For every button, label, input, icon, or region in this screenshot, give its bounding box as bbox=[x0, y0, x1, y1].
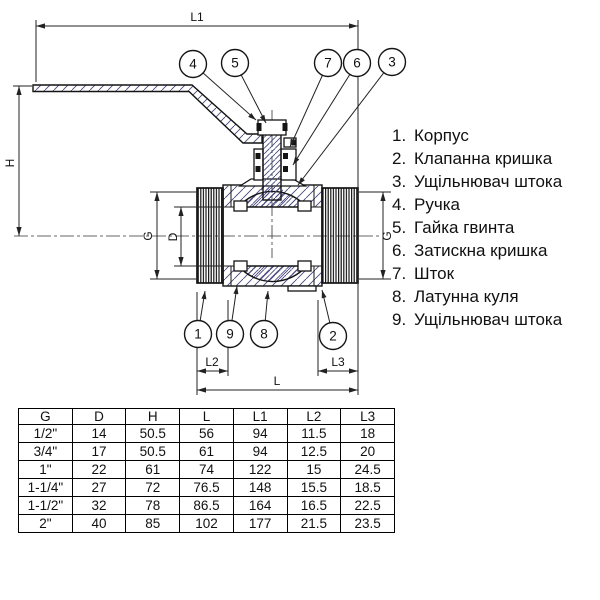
dim-label-l1: L1 bbox=[190, 10, 204, 24]
dim-h bbox=[3, 86, 32, 236]
callout-4 bbox=[180, 51, 207, 78]
legend-item bbox=[392, 193, 562, 216]
table-header-row bbox=[19, 409, 395, 425]
table-cell: 16.5 bbox=[287, 497, 341, 515]
legend-item-label: Корпус bbox=[414, 126, 469, 145]
table-cell: 72 bbox=[126, 479, 180, 497]
table-cell: 15.5 bbox=[287, 479, 341, 497]
table-header-cell: D bbox=[72, 409, 126, 425]
table-cell: 94 bbox=[233, 425, 287, 443]
legend-item-label: Гайка гвинта bbox=[414, 218, 515, 237]
table-cell: 1" bbox=[19, 461, 73, 479]
callout-3 bbox=[379, 49, 406, 76]
table-header-cell: L2 bbox=[287, 409, 341, 425]
callout-number: 8 bbox=[260, 326, 268, 342]
table-cell: 1/2" bbox=[19, 425, 73, 443]
table-cell: 76.5 bbox=[180, 479, 234, 497]
table-header-cell: L bbox=[180, 409, 234, 425]
legend-item-label: Ущільнювач штока bbox=[414, 172, 563, 191]
table-cell: 74 bbox=[180, 461, 234, 479]
legend-item-number: 1. bbox=[392, 126, 407, 145]
table-cell: 61 bbox=[180, 443, 234, 461]
legend-item-number: 2. bbox=[392, 149, 407, 168]
table-header-cell: L1 bbox=[233, 409, 287, 425]
table-row bbox=[19, 461, 395, 479]
legend-item-number: 3. bbox=[392, 172, 407, 191]
table-cell: 18.5 bbox=[341, 479, 395, 497]
table-cell: 40 bbox=[72, 515, 126, 533]
legend-item bbox=[392, 147, 562, 170]
valve-handle bbox=[33, 85, 262, 143]
callout-7 bbox=[315, 50, 342, 77]
callout-6 bbox=[344, 50, 371, 77]
table-cell: 11.5 bbox=[287, 425, 341, 443]
legend-item-number: 9. bbox=[392, 310, 407, 329]
callout-number: 9 bbox=[226, 326, 234, 342]
legend-item-label: Затискна кришка bbox=[414, 241, 548, 260]
table-cell: 61 bbox=[126, 461, 180, 479]
table-row bbox=[19, 479, 395, 497]
dim-label-h: H bbox=[3, 158, 17, 168]
table-cell: 56 bbox=[180, 425, 234, 443]
dim-label-l3: L3 bbox=[331, 355, 345, 369]
table-cell: 17 bbox=[72, 443, 126, 461]
table-cell: 12.5 bbox=[287, 443, 341, 461]
callout-number: 2 bbox=[329, 328, 337, 344]
table-cell: 148 bbox=[233, 479, 287, 497]
dimensions-table bbox=[18, 408, 395, 533]
dim-label-g-left: G bbox=[141, 231, 155, 241]
table-header-cell: L3 bbox=[341, 409, 395, 425]
table-row bbox=[19, 515, 395, 533]
dim-label-l: L bbox=[273, 374, 281, 388]
callout-number: 6 bbox=[353, 55, 361, 71]
thread-right bbox=[322, 188, 358, 283]
table-cell: 14 bbox=[72, 425, 126, 443]
dim-l bbox=[197, 374, 358, 393]
legend-item bbox=[392, 308, 562, 331]
table-header-cell: H bbox=[126, 409, 180, 425]
table-row bbox=[19, 497, 395, 515]
callout-number: 1 bbox=[194, 326, 202, 342]
callout-number: 7 bbox=[324, 55, 332, 71]
legend-item-number: 6. bbox=[392, 241, 407, 260]
callout-5 bbox=[222, 50, 249, 77]
legend-item bbox=[392, 216, 562, 239]
table-cell: 177 bbox=[233, 515, 287, 533]
legend-item-number: 4. bbox=[392, 195, 407, 214]
table-cell: 20 bbox=[341, 443, 395, 461]
legend-item-label: Латунна куля bbox=[414, 287, 519, 306]
table-cell: 27 bbox=[72, 479, 126, 497]
table-cell: 102 bbox=[180, 515, 234, 533]
table-cell: 22.5 bbox=[341, 497, 395, 515]
table-row bbox=[19, 425, 395, 443]
table-cell: 94 bbox=[233, 443, 287, 461]
legend-item bbox=[392, 239, 562, 262]
legend-item-number: 8. bbox=[392, 287, 407, 306]
dim-label-d: D bbox=[166, 232, 180, 242]
stem-nut bbox=[258, 120, 286, 135]
legend-item-label: Ручка bbox=[414, 195, 460, 214]
legend-item bbox=[392, 124, 562, 147]
table-cell: 23.5 bbox=[341, 515, 395, 533]
table-cell: 86.5 bbox=[180, 497, 234, 515]
table-cell: 50.5 bbox=[126, 443, 180, 461]
table-cell: 22 bbox=[72, 461, 126, 479]
callout-number: 5 bbox=[231, 55, 239, 71]
legend-item-number: 7. bbox=[392, 264, 407, 283]
legend-item bbox=[392, 170, 562, 193]
table-cell: 15 bbox=[287, 461, 341, 479]
table-cell: 1-1/4" bbox=[19, 479, 73, 497]
table-cell: 21.5 bbox=[287, 515, 341, 533]
table-cell: 164 bbox=[233, 497, 287, 515]
legend-item bbox=[392, 285, 562, 308]
legend-item-number: 5. bbox=[392, 218, 407, 237]
callout-1 bbox=[185, 321, 212, 348]
bottom-cap-step bbox=[288, 286, 316, 291]
brass-ball bbox=[239, 191, 307, 281]
table-cell: 85 bbox=[126, 515, 180, 533]
parts-legend bbox=[392, 124, 562, 331]
dim-label-l2: L2 bbox=[205, 355, 219, 369]
table-cell: 24.5 bbox=[341, 461, 395, 479]
table-cell: 50.5 bbox=[126, 425, 180, 443]
callout-8 bbox=[251, 321, 278, 348]
table-cell: 2" bbox=[19, 515, 73, 533]
table-row bbox=[19, 443, 395, 461]
legend-item-label: Шток bbox=[414, 264, 455, 283]
table-cell: 78 bbox=[126, 497, 180, 515]
table-cell: 122 bbox=[233, 461, 287, 479]
table-cell: 1-1/2" bbox=[19, 497, 73, 515]
callout-number: 3 bbox=[388, 54, 396, 70]
table-cell: 32 bbox=[72, 497, 126, 515]
dim-label-g-right: G bbox=[380, 231, 394, 241]
table-cell: 18 bbox=[341, 425, 395, 443]
legend-item-label: Ущільнювач штока bbox=[414, 310, 563, 329]
table-cell: 3/4" bbox=[19, 443, 73, 461]
callout-2 bbox=[320, 323, 347, 350]
table-header-cell: G bbox=[19, 409, 73, 425]
callout-9 bbox=[217, 321, 244, 348]
callout-number: 4 bbox=[189, 56, 197, 72]
legend-item bbox=[392, 262, 562, 285]
dim-g-right bbox=[359, 192, 394, 279]
thread-left bbox=[197, 188, 223, 283]
legend-item-label: Клапанна кришка bbox=[414, 149, 553, 168]
